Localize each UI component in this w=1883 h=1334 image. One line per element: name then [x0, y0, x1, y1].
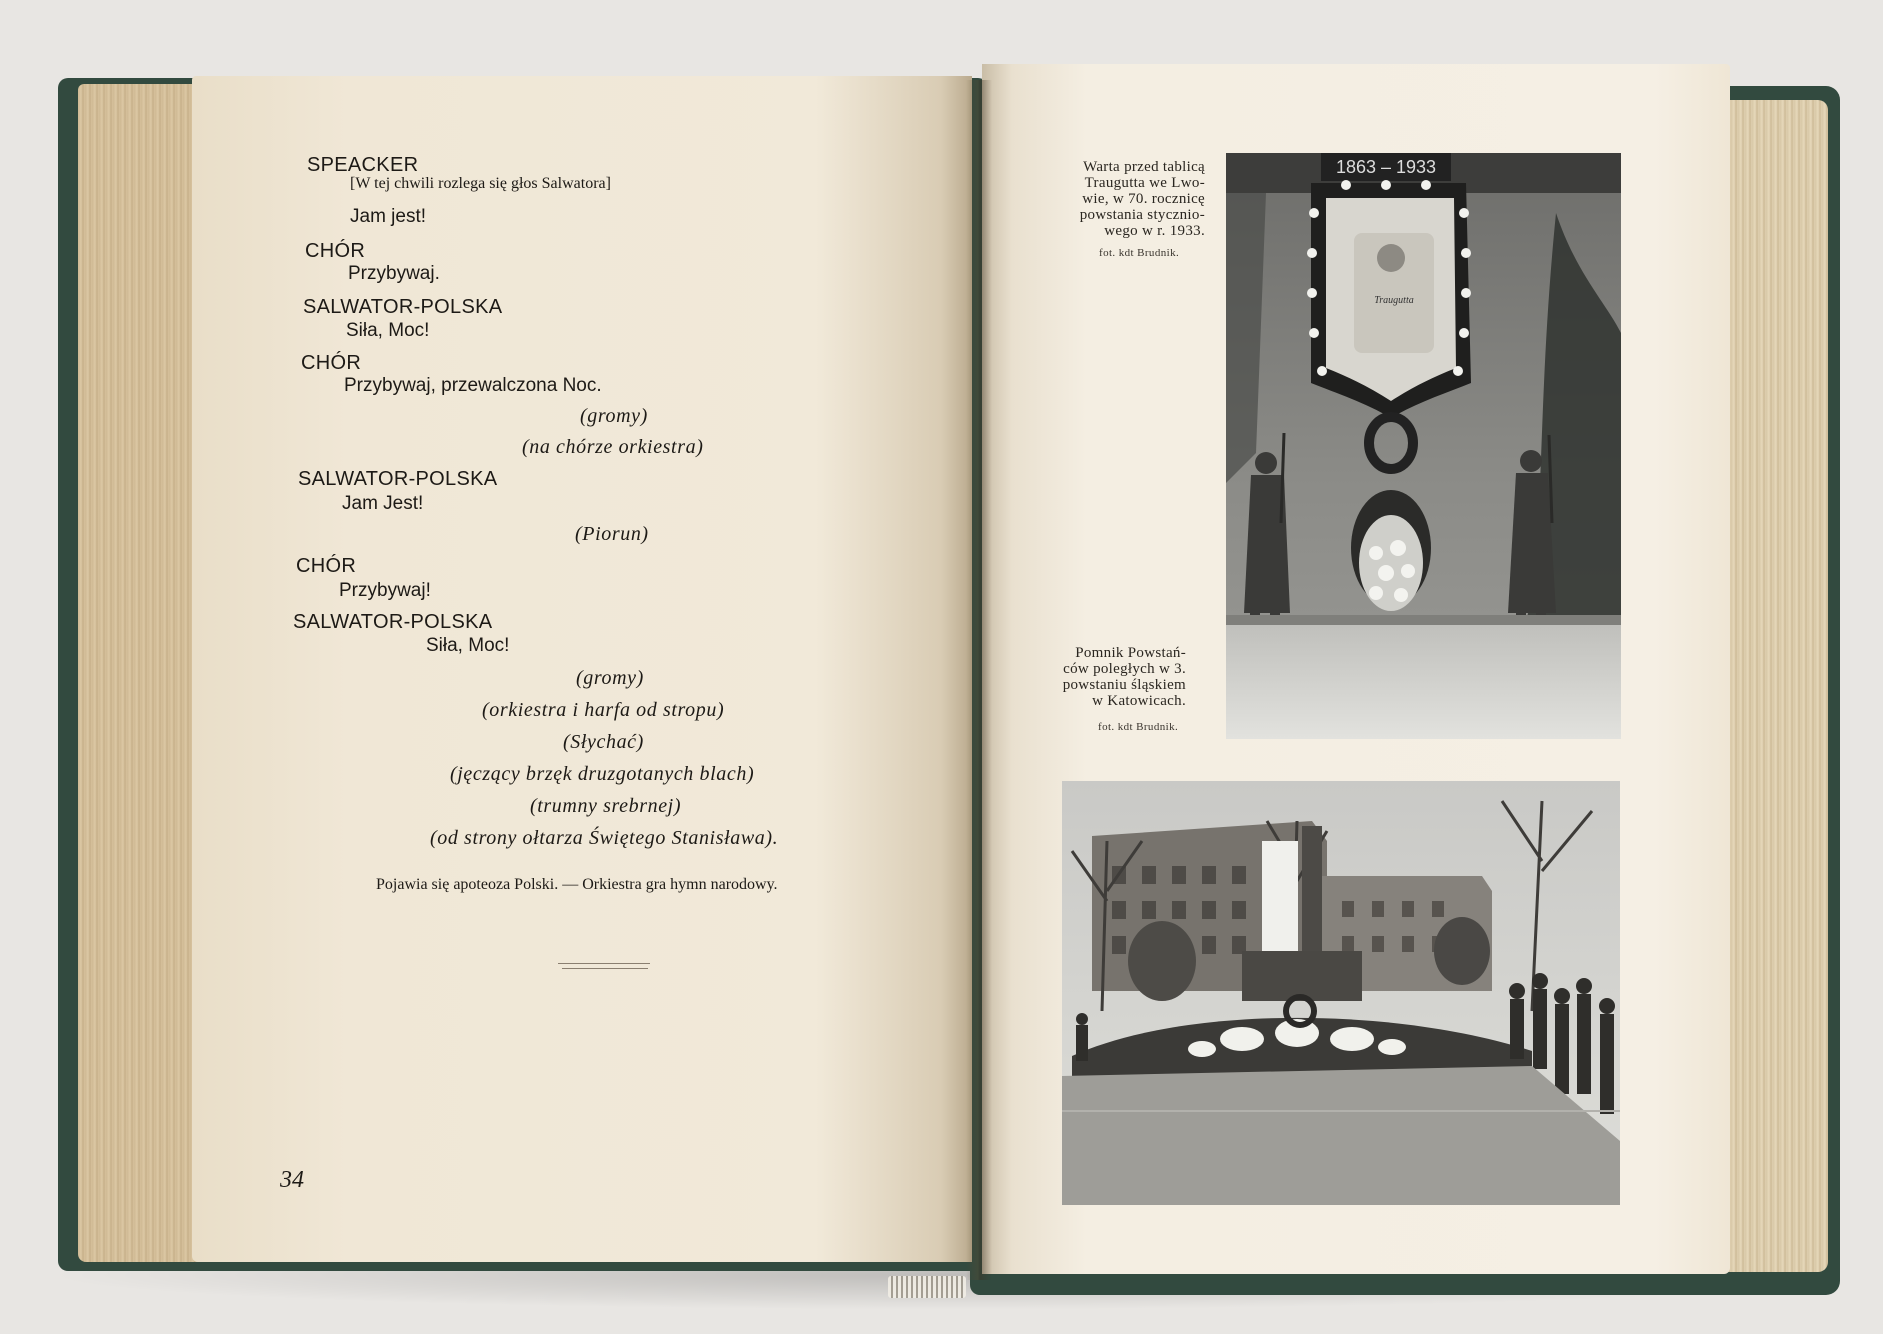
speaker-name: SALWATOR-POLSKA [293, 611, 493, 633]
spoken-line: Siła, Moc! [346, 320, 430, 341]
end-rule [558, 963, 650, 964]
spoken-line: Przybywaj. [348, 263, 440, 284]
photo-caption-top [1030, 159, 1205, 239]
spoken-line: Jam jest! [350, 206, 427, 227]
spoken-line: Przybywaj! [339, 580, 431, 601]
stage-direction-italic: (jęczący brzęk druzgotanych blach) [450, 763, 755, 785]
stage-direction: [W tej chwili rozlega się głos Salwatora] [350, 175, 611, 192]
spoken-line: Jam Jest! [342, 493, 424, 514]
caption-line: wie, w 70. rocznicę [1082, 191, 1205, 207]
caption-line: powstaniu śląskiem [1062, 677, 1186, 693]
stage-direction-italic: (orkiestra i harfa od stropu) [482, 699, 725, 721]
spoken-line: Przybywaj, przewalczona Noc. [344, 375, 602, 396]
photo-credit: fot. kdt Brudnik. [1099, 247, 1180, 259]
binding-stitches [888, 1276, 966, 1298]
stage-direction-italic: (Słychać) [563, 731, 644, 753]
photo-caption-bottom [1030, 645, 1186, 709]
photo-monument-katowice [1062, 781, 1620, 1205]
speaker-name: CHÓR [305, 240, 366, 262]
plaque-name: Traugutta [1374, 295, 1414, 306]
stage-direction-italic: (trumny srebrnej) [530, 795, 682, 817]
closing-stage-direction: Pojawia się apoteoza Polski. — Orkiestra gra hymn narodowy. [376, 876, 778, 893]
stage-direction-italic: (Piorun) [575, 523, 649, 545]
caption-line: Warta przed tablicą [1083, 159, 1205, 175]
photo-credit: fot. kdt Brudnik. [1098, 721, 1179, 733]
speaker-name: CHÓR [296, 555, 357, 577]
stage-direction-italic: (gromy) [576, 667, 644, 689]
speaker-name: CHÓR [301, 352, 362, 374]
speaker-name: SALWATOR-POLSKA [303, 296, 503, 318]
spoken-line: Siła, Moc! [426, 635, 510, 656]
caption-line: Pomnik Powstań- [1075, 645, 1186, 661]
caption-line: wego w r. 1933. [1104, 223, 1205, 239]
book-gutter [966, 80, 992, 1280]
speaker-name: SALWATOR-POLSKA [298, 468, 498, 490]
stage-direction-italic: (od strony ołtarza Świętego Stanisława). [430, 827, 779, 849]
end-rule [562, 968, 648, 969]
plaque-inscription: 1863 – 1933 [1335, 157, 1437, 177]
stage-direction-italic: (gromy) [580, 405, 648, 427]
speaker-name: SPEACKER [307, 154, 419, 176]
caption-line: Traugutta we Lwo- [1084, 175, 1205, 191]
caption-line: ców poległych w 3. [1063, 661, 1186, 677]
page-number: 34 [280, 1167, 304, 1193]
caption-line: powstania styczniо- [1079, 207, 1205, 223]
photo-guard-plaque [1226, 153, 1621, 739]
stage-direction-italic: (na chórze orkiestra) [522, 436, 704, 458]
caption-line: w Katowicach. [1092, 693, 1186, 709]
